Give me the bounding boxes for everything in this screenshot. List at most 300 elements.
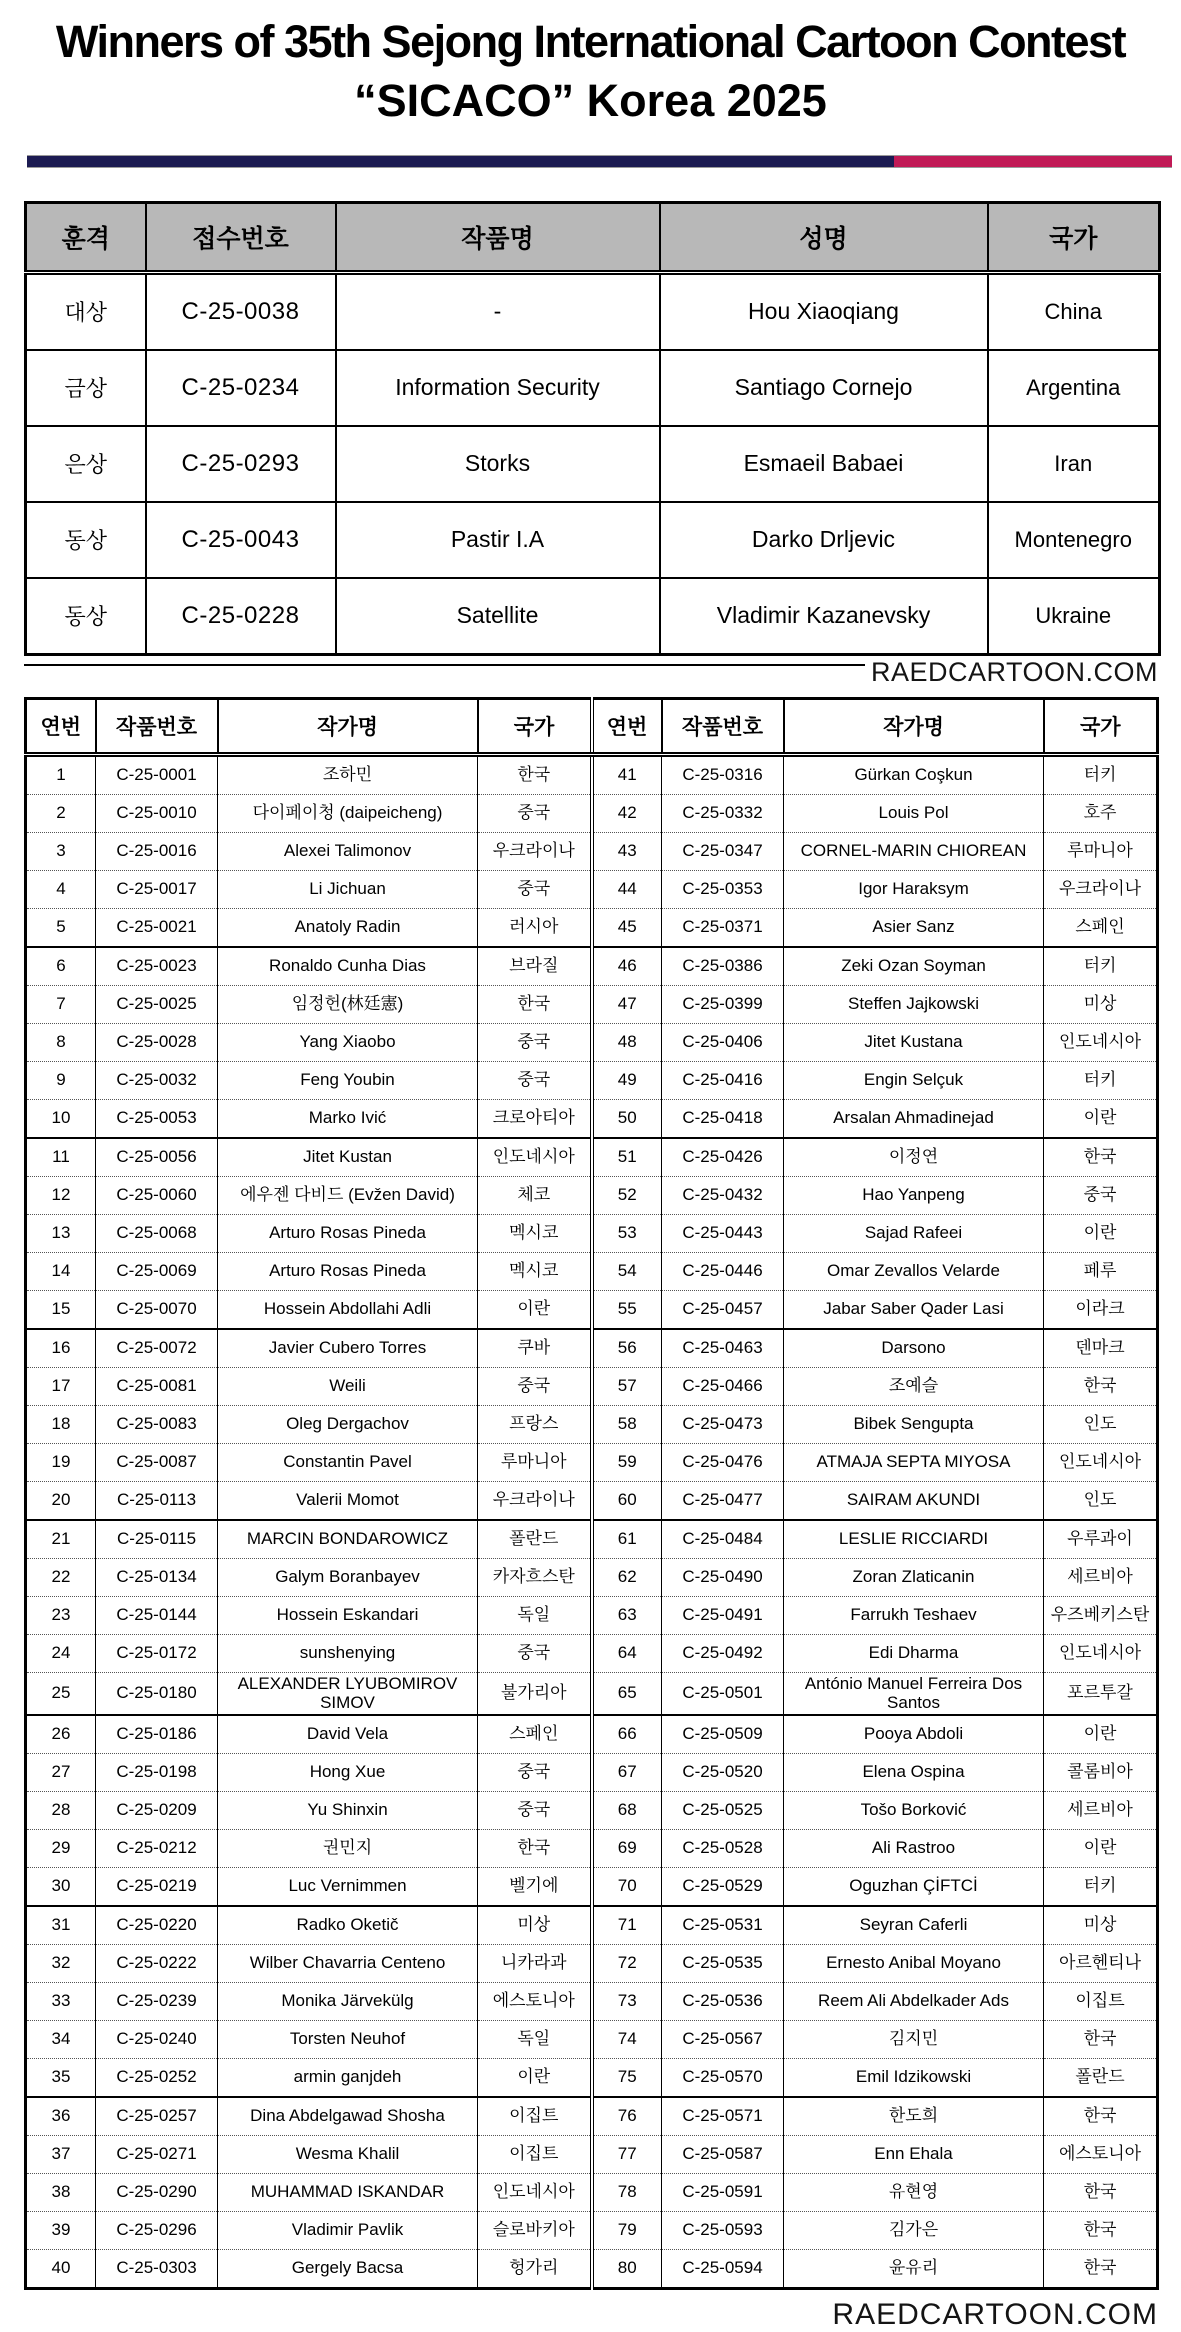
entry-country-cell: 러시아 — [478, 908, 592, 947]
entry-row — [26, 1367, 1158, 1405]
winners-title-cell: Storks — [336, 426, 660, 502]
entry-name-cell: Weili — [218, 1367, 478, 1405]
entry-name-cell: Darsono — [784, 1329, 1044, 1368]
entry-country-cell: 한국 — [478, 754, 592, 794]
entry-code-cell: C-25-0446 — [662, 1252, 784, 1290]
entry-country-cell: 한국 — [1044, 2020, 1158, 2058]
entry-code-cell: C-25-0056 — [96, 1138, 218, 1177]
entry-row — [26, 1443, 1158, 1481]
entry-no-cell: 70 — [592, 1867, 662, 1906]
entry-name-cell: ALEXANDER LYUBOMIROV SIMOV — [218, 1672, 478, 1715]
winners-row — [26, 426, 1160, 502]
entry-name-cell: 임정헌(林廷憲) — [218, 985, 478, 1023]
entry-no-cell: 36 — [26, 2097, 96, 2136]
entry-country-cell: 멕시코 — [478, 1214, 592, 1252]
entry-code-cell: C-25-0416 — [662, 1061, 784, 1099]
entry-country-cell: 한국 — [478, 1829, 592, 1867]
entry-no-cell: 28 — [26, 1791, 96, 1829]
entry-country-cell: 한국 — [1044, 2173, 1158, 2211]
entry-name-cell: Elena Ospina — [784, 1753, 1044, 1791]
entry-country-cell: 아르헨티나 — [1044, 1944, 1158, 1982]
entry-no-cell: 53 — [592, 1214, 662, 1252]
entry-no-cell: 71 — [592, 1906, 662, 1945]
entry-code-cell: C-25-0239 — [96, 1982, 218, 2020]
winners-country-cell: Iran — [988, 426, 1160, 502]
entry-no-cell: 27 — [26, 1753, 96, 1791]
entry-code-cell: C-25-0571 — [662, 2097, 784, 2136]
entry-code-cell: C-25-0535 — [662, 1944, 784, 1982]
entry-country-cell: 터키 — [1044, 1867, 1158, 1906]
entry-no-cell: 21 — [26, 1520, 96, 1559]
winners-rank-cell: 은상 — [26, 426, 146, 502]
entry-name-cell: Bibek Sengupta — [784, 1405, 1044, 1443]
entry-code-cell: C-25-0332 — [662, 794, 784, 832]
entry-code-cell: C-25-0399 — [662, 985, 784, 1023]
entry-no-cell: 2 — [26, 794, 96, 832]
entry-row — [26, 870, 1158, 908]
entries-header-country-right: 국가 — [1044, 698, 1158, 754]
entry-row — [26, 1520, 1158, 1559]
divider-navy-segment — [27, 156, 894, 167]
entry-name-cell: Jitet Kustan — [218, 1138, 478, 1177]
entry-country-cell: 독일 — [478, 2020, 592, 2058]
winners-rank-cell: 대상 — [26, 272, 146, 350]
entry-name-cell: Omar Zevallos Velarde — [784, 1252, 1044, 1290]
entry-code-cell: C-25-0484 — [662, 1520, 784, 1559]
entry-name-cell: Torsten Neuhof — [218, 2020, 478, 2058]
entry-code-cell: C-25-0594 — [662, 2249, 784, 2288]
entry-country-cell: 이집트 — [478, 2135, 592, 2173]
entry-no-cell: 7 — [26, 985, 96, 1023]
winners-header-name: 성명 — [660, 202, 988, 272]
entries-header-no-left: 연번 — [26, 698, 96, 754]
entries-header-name-left: 작가명 — [218, 698, 478, 754]
entry-country-cell: 중국 — [478, 1753, 592, 1791]
entry-no-cell: 50 — [592, 1099, 662, 1138]
entry-code-cell: C-25-0186 — [96, 1715, 218, 1754]
entry-code-cell: C-25-0025 — [96, 985, 218, 1023]
entry-country-cell: 이란 — [1044, 1829, 1158, 1867]
entry-no-cell: 65 — [592, 1672, 662, 1715]
divider-crimson-segment — [894, 156, 1172, 167]
entry-code-cell: C-25-0290 — [96, 2173, 218, 2211]
entry-row — [26, 1329, 1158, 1368]
entry-name-cell: Marko Ivić — [218, 1099, 478, 1138]
entry-code-cell: C-25-0087 — [96, 1443, 218, 1481]
entry-row — [26, 1214, 1158, 1252]
winners-row — [26, 272, 1160, 350]
entry-name-cell: Seyran Caferli — [784, 1906, 1044, 1945]
entry-no-cell: 66 — [592, 1715, 662, 1754]
winners-code-cell: C-25-0038 — [146, 272, 336, 350]
entry-country-cell: 인도네시아 — [478, 1138, 592, 1177]
entry-no-cell: 56 — [592, 1329, 662, 1368]
entry-name-cell: 김가은 — [784, 2211, 1044, 2249]
entry-name-cell: Monika Järvekülg — [218, 1982, 478, 2020]
winners-title-cell: Pastir I.A — [336, 502, 660, 578]
entry-country-cell: 인도 — [1044, 1481, 1158, 1520]
entry-code-cell: C-25-0032 — [96, 1061, 218, 1099]
winners-code-cell: C-25-0234 — [146, 350, 336, 426]
entry-row — [26, 1176, 1158, 1214]
entry-country-cell: 터키 — [1044, 754, 1158, 794]
entry-no-cell: 40 — [26, 2249, 96, 2288]
entry-country-cell: 이란 — [478, 1290, 592, 1329]
entry-code-cell: C-25-0426 — [662, 1138, 784, 1177]
entry-country-cell: 니카라과 — [478, 1944, 592, 1982]
winners-title-cell: - — [336, 272, 660, 350]
entry-code-cell: C-25-0473 — [662, 1405, 784, 1443]
entry-row — [26, 1481, 1158, 1520]
page-title-line1: Winners of 35th Sejong International Cartoon Contest — [55, 16, 1126, 67]
entry-code-cell: C-25-0257 — [96, 2097, 218, 2136]
entry-country-cell: 이집트 — [478, 2097, 592, 2136]
entry-no-cell: 42 — [592, 794, 662, 832]
entry-country-cell: 호주 — [1044, 794, 1158, 832]
entry-country-cell: 크로아티아 — [478, 1099, 592, 1138]
entry-name-cell: Asier Sanz — [784, 908, 1044, 947]
entry-code-cell: C-25-0053 — [96, 1099, 218, 1138]
entry-name-cell: SAIRAM AKUNDI — [784, 1481, 1044, 1520]
entry-name-cell: Wesma Khalil — [218, 2135, 478, 2173]
entry-no-cell: 63 — [592, 1596, 662, 1634]
entry-code-cell: C-25-0570 — [662, 2058, 784, 2097]
entry-no-cell: 68 — [592, 1791, 662, 1829]
entry-name-cell: Louis Pol — [784, 794, 1044, 832]
entry-name-cell: 권민지 — [218, 1829, 478, 1867]
winners-header-row — [26, 202, 1160, 272]
entry-country-cell: 페루 — [1044, 1252, 1158, 1290]
entry-row — [26, 1596, 1158, 1634]
entry-no-cell: 19 — [26, 1443, 96, 1481]
entries-header-code-right: 작품번호 — [662, 698, 784, 754]
winners-name-cell: Hou Xiaoqiang — [660, 272, 988, 350]
entry-code-cell: C-25-0567 — [662, 2020, 784, 2058]
winners-code-cell: C-25-0293 — [146, 426, 336, 502]
entry-name-cell: Tošo Borković — [784, 1791, 1044, 1829]
entry-row — [26, 1753, 1158, 1791]
entry-no-cell: 34 — [26, 2020, 96, 2058]
entry-no-cell: 6 — [26, 947, 96, 986]
entry-code-cell: C-25-0476 — [662, 1443, 784, 1481]
entry-code-cell: C-25-0386 — [662, 947, 784, 986]
winners-country-cell: China — [988, 272, 1160, 350]
entry-country-cell: 우크라이나 — [478, 832, 592, 870]
entry-country-cell: 우크라이나 — [478, 1481, 592, 1520]
entry-code-cell: C-25-0068 — [96, 1214, 218, 1252]
entry-code-cell: C-25-0490 — [662, 1558, 784, 1596]
winners-country-cell: Argentina — [988, 350, 1160, 426]
entry-code-cell: C-25-0501 — [662, 1672, 784, 1715]
entry-name-cell: 한도희 — [784, 2097, 1044, 2136]
winners-code-cell: C-25-0043 — [146, 502, 336, 578]
entry-country-cell: 콜롬비아 — [1044, 1753, 1158, 1791]
entry-code-cell: C-25-0017 — [96, 870, 218, 908]
entry-no-cell: 4 — [26, 870, 96, 908]
entry-country-cell: 에스토니아 — [1044, 2135, 1158, 2173]
entry-name-cell: Ernesto Anibal Moyano — [784, 1944, 1044, 1982]
entry-name-cell: Valerii Momot — [218, 1481, 478, 1520]
entry-no-cell: 20 — [26, 1481, 96, 1520]
entry-name-cell: MUHAMMAD ISKANDAR — [218, 2173, 478, 2211]
winners-name-cell: Darko Drljevic — [660, 502, 988, 578]
entry-no-cell: 16 — [26, 1329, 96, 1368]
entry-code-cell: C-25-0587 — [662, 2135, 784, 2173]
entry-no-cell: 3 — [26, 832, 96, 870]
entry-code-cell: C-25-0240 — [96, 2020, 218, 2058]
entry-country-cell: 중국 — [478, 1634, 592, 1672]
entry-name-cell: 다이페이청 (daipeicheng) — [218, 794, 478, 832]
entry-code-cell: C-25-0457 — [662, 1290, 784, 1329]
entry-row — [26, 1290, 1158, 1329]
entry-name-cell: sunshenying — [218, 1634, 478, 1672]
entry-no-cell: 41 — [592, 754, 662, 794]
entry-row — [26, 1634, 1158, 1672]
entry-row — [26, 794, 1158, 832]
entry-no-cell: 59 — [592, 1443, 662, 1481]
entry-country-cell: 우루과이 — [1044, 1520, 1158, 1559]
entry-row — [26, 1672, 1158, 1715]
entry-name-cell: Yu Shinxin — [218, 1791, 478, 1829]
entry-no-cell: 51 — [592, 1138, 662, 1177]
entry-code-cell: C-25-0001 — [96, 754, 218, 794]
entry-name-cell: Engin Selçuk — [784, 1061, 1044, 1099]
entry-name-cell: armin ganjdeh — [218, 2058, 478, 2097]
entry-no-cell: 69 — [592, 1829, 662, 1867]
entry-country-cell: 터키 — [1044, 1061, 1158, 1099]
entry-code-cell: C-25-0593 — [662, 2211, 784, 2249]
entry-code-cell: C-25-0069 — [96, 1252, 218, 1290]
entry-name-cell: 에우젠 다비드 (Evžen David) — [218, 1176, 478, 1214]
entry-code-cell: C-25-0463 — [662, 1329, 784, 1368]
entry-code-cell: C-25-0591 — [662, 2173, 784, 2211]
entry-country-cell: 중국 — [478, 1791, 592, 1829]
entry-row — [26, 2020, 1158, 2058]
entry-country-cell: 미상 — [478, 1906, 592, 1945]
entry-no-cell: 55 — [592, 1290, 662, 1329]
entry-name-cell: Galym Boranbayev — [218, 1558, 478, 1596]
entry-name-cell: Ronaldo Cunha Dias — [218, 947, 478, 986]
entry-no-cell: 76 — [592, 2097, 662, 2136]
entry-no-cell: 54 — [592, 1252, 662, 1290]
entry-no-cell: 67 — [592, 1753, 662, 1791]
entry-country-cell: 이란 — [1044, 1099, 1158, 1138]
entry-no-cell: 74 — [592, 2020, 662, 2058]
entry-country-cell: 터키 — [1044, 947, 1158, 986]
entry-row — [26, 1061, 1158, 1099]
entry-no-cell: 64 — [592, 1634, 662, 1672]
entry-name-cell: Jabar Saber Qader Lasi — [784, 1290, 1044, 1329]
entry-name-cell: Hossein Abdollahi Adli — [218, 1290, 478, 1329]
entry-no-cell: 75 — [592, 2058, 662, 2097]
entry-no-cell: 35 — [26, 2058, 96, 2097]
entry-name-cell: Wilber Chavarria Centeno — [218, 1944, 478, 1982]
entry-code-cell: C-25-0010 — [96, 794, 218, 832]
entry-name-cell: Feng Youbin — [218, 1061, 478, 1099]
entry-no-cell: 10 — [26, 1099, 96, 1138]
entry-country-cell: 이라크 — [1044, 1290, 1158, 1329]
entries-header-row — [26, 698, 1158, 754]
entry-row — [26, 1099, 1158, 1138]
entry-country-cell: 폴란드 — [478, 1520, 592, 1559]
entry-row — [26, 1715, 1158, 1754]
entry-no-cell: 33 — [26, 1982, 96, 2020]
entry-row — [26, 2211, 1158, 2249]
entry-no-cell: 80 — [592, 2249, 662, 2288]
entry-no-cell: 5 — [26, 908, 96, 947]
winners-header-rank: 훈격 — [26, 202, 146, 272]
entry-code-cell: C-25-0303 — [96, 2249, 218, 2288]
entry-country-cell: 중국 — [478, 870, 592, 908]
entry-row — [26, 1944, 1158, 1982]
entry-country-cell: 우크라이나 — [1044, 870, 1158, 908]
entry-no-cell: 31 — [26, 1906, 96, 1945]
entry-no-cell: 1 — [26, 754, 96, 794]
entry-code-cell: C-25-0219 — [96, 1867, 218, 1906]
entry-row — [26, 1829, 1158, 1867]
entry-name-cell: 유현영 — [784, 2173, 1044, 2211]
winners-row — [26, 350, 1160, 426]
entry-row — [26, 2097, 1158, 2136]
entry-code-cell: C-25-0180 — [96, 1672, 218, 1715]
entries-header-code-left: 작품번호 — [96, 698, 218, 754]
entry-name-cell: Dina Abdelgawad Shosha — [218, 2097, 478, 2136]
entry-name-cell: Vladimir Pavlik — [218, 2211, 478, 2249]
entry-no-cell: 22 — [26, 1558, 96, 1596]
entry-code-cell: C-25-0531 — [662, 1906, 784, 1945]
winners-bottom-rule — [24, 664, 865, 666]
entry-name-cell: Luc Vernimmen — [218, 1867, 478, 1906]
entry-country-cell: 루마니아 — [1044, 832, 1158, 870]
entry-name-cell: David Vela — [218, 1715, 478, 1754]
entries-header-no-right: 연번 — [592, 698, 662, 754]
entry-country-cell: 불가리아 — [478, 1672, 592, 1715]
entry-name-cell: Alexei Talimonov — [218, 832, 478, 870]
winners-header-title: 작품명 — [336, 202, 660, 272]
entry-no-cell: 60 — [592, 1481, 662, 1520]
entry-name-cell: Igor Haraksym — [784, 870, 1044, 908]
winners-row — [26, 578, 1160, 655]
entry-no-cell: 9 — [26, 1061, 96, 1099]
entry-country-cell: 세르비아 — [1044, 1791, 1158, 1829]
entries-table — [24, 697, 1159, 2290]
winners-name-cell: Vladimir Kazanevsky — [660, 578, 988, 655]
entry-name-cell: Jitet Kustana — [784, 1023, 1044, 1061]
entry-no-cell: 49 — [592, 1061, 662, 1099]
entry-name-cell: Steffen Jajkowski — [784, 985, 1044, 1023]
entry-code-cell: C-25-0198 — [96, 1753, 218, 1791]
entry-code-cell: C-25-0492 — [662, 1634, 784, 1672]
winners-country-cell: Montenegro — [988, 502, 1160, 578]
entry-name-cell: 이정연 — [784, 1138, 1044, 1177]
entry-no-cell: 79 — [592, 2211, 662, 2249]
entry-row — [26, 1138, 1158, 1177]
entry-row — [26, 1867, 1158, 1906]
entry-name-cell: Hao Yanpeng — [784, 1176, 1044, 1214]
winners-header-country: 국가 — [988, 202, 1160, 272]
entry-name-cell: MARCIN BONDAROWICZ — [218, 1520, 478, 1559]
entry-code-cell: C-25-0172 — [96, 1634, 218, 1672]
winners-code-cell: C-25-0228 — [146, 578, 336, 655]
winners-name-cell: Esmaeil Babaei — [660, 426, 988, 502]
entry-no-cell: 14 — [26, 1252, 96, 1290]
entry-code-cell: C-25-0316 — [662, 754, 784, 794]
entry-no-cell: 15 — [26, 1290, 96, 1329]
entry-country-cell: 체코 — [478, 1176, 592, 1214]
winners-name-cell: Santiago Cornejo — [660, 350, 988, 426]
entry-no-cell: 29 — [26, 1829, 96, 1867]
entry-code-cell: C-25-0070 — [96, 1290, 218, 1329]
entry-no-cell: 39 — [26, 2211, 96, 2249]
entry-no-cell: 72 — [592, 1944, 662, 1982]
entry-country-cell: 중국 — [478, 1023, 592, 1061]
entry-name-cell: 김지민 — [784, 2020, 1044, 2058]
entry-country-cell: 브라질 — [478, 947, 592, 986]
entry-code-cell: C-25-0443 — [662, 1214, 784, 1252]
entry-no-cell: 32 — [26, 1944, 96, 1982]
entry-country-cell: 인도네시아 — [478, 2173, 592, 2211]
entry-name-cell: ATMAJA SEPTA MIYOSA — [784, 1443, 1044, 1481]
entry-name-cell: Sajad Rafeei — [784, 1214, 1044, 1252]
entry-no-cell: 57 — [592, 1367, 662, 1405]
entry-no-cell: 47 — [592, 985, 662, 1023]
entry-name-cell: Constantin Pavel — [218, 1443, 478, 1481]
entry-no-cell: 8 — [26, 1023, 96, 1061]
entry-country-cell: 세르비아 — [1044, 1558, 1158, 1596]
entry-country-cell: 인도 — [1044, 1405, 1158, 1443]
entry-country-cell: 폴란드 — [1044, 2058, 1158, 2097]
entry-no-cell: 24 — [26, 1634, 96, 1672]
entry-country-cell: 중국 — [478, 1367, 592, 1405]
entry-code-cell: C-25-0432 — [662, 1176, 784, 1214]
entry-row — [26, 2249, 1158, 2288]
entry-country-cell: 미상 — [1044, 985, 1158, 1023]
entry-row — [26, 1023, 1158, 1061]
entry-code-cell: C-25-0023 — [96, 947, 218, 986]
divider-bar — [27, 155, 1172, 168]
entry-country-cell: 프랑스 — [478, 1405, 592, 1443]
entry-no-cell: 37 — [26, 2135, 96, 2173]
entry-row — [26, 947, 1158, 986]
entry-name-cell: Zeki Ozan Soyman — [784, 947, 1044, 986]
entry-name-cell: Javier Cubero Torres — [218, 1329, 478, 1368]
entry-no-cell: 52 — [592, 1176, 662, 1214]
entry-code-cell: C-25-0477 — [662, 1481, 784, 1520]
entry-code-cell: C-25-0528 — [662, 1829, 784, 1867]
entry-name-cell: Gergely Bacsa — [218, 2249, 478, 2288]
entry-name-cell: Enn Ehala — [784, 2135, 1044, 2173]
entries-header-name-right: 작가명 — [784, 698, 1044, 754]
entry-name-cell: Li Jichuan — [218, 870, 478, 908]
entry-no-cell: 58 — [592, 1405, 662, 1443]
entry-country-cell: 덴마크 — [1044, 1329, 1158, 1368]
entry-country-cell: 이란 — [1044, 1715, 1158, 1754]
entry-row — [26, 1252, 1158, 1290]
entry-country-cell: 우즈베키스탄 — [1044, 1596, 1158, 1634]
entry-name-cell: 조예슬 — [784, 1367, 1044, 1405]
entry-name-cell: António Manuel Ferreira Dos Santos — [784, 1672, 1044, 1715]
entry-country-cell: 미상 — [1044, 1906, 1158, 1945]
entry-code-cell: C-25-0028 — [96, 1023, 218, 1061]
entry-row — [26, 2058, 1158, 2097]
entry-code-cell: C-25-0520 — [662, 1753, 784, 1791]
entry-name-cell: 윤유리 — [784, 2249, 1044, 2288]
entry-country-cell: 이란 — [478, 2058, 592, 2097]
entry-name-cell: Gürkan Coşkun — [784, 754, 1044, 794]
entry-country-cell: 에스토니아 — [478, 1982, 592, 2020]
entry-row — [26, 985, 1158, 1023]
entry-no-cell: 61 — [592, 1520, 662, 1559]
